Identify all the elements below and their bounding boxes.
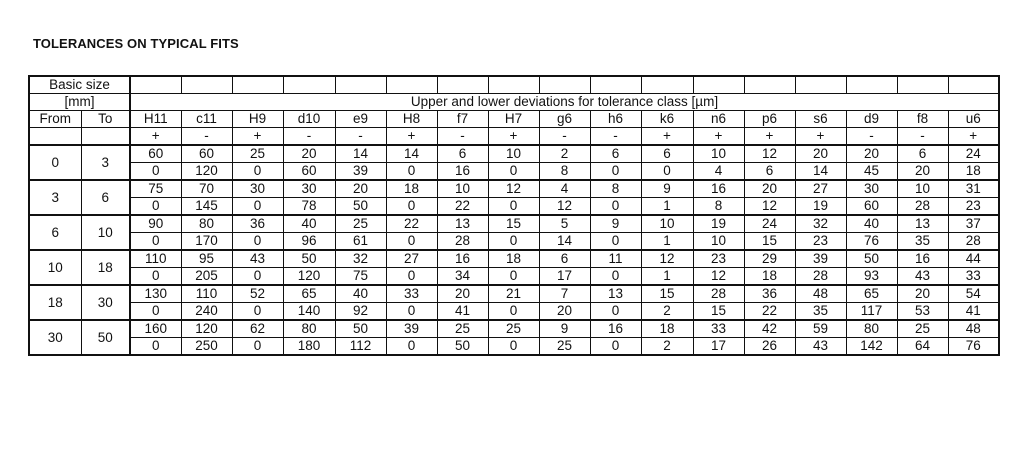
blank-cell xyxy=(386,76,437,94)
lower-deviation-cell: 19 xyxy=(795,198,846,216)
blank-cell xyxy=(437,76,488,94)
page-title: TOLERANCES ON TYPICAL FITS xyxy=(33,36,239,51)
lower-deviation-cell: 60 xyxy=(283,163,335,181)
upper-deviation-cell: 6 xyxy=(641,145,693,163)
sign-cell: + xyxy=(488,128,539,146)
upper-deviation-cell: 11 xyxy=(590,250,641,268)
lower-deviation-cell: 34 xyxy=(437,268,488,286)
blank-cell xyxy=(846,76,897,94)
class-header: f8 xyxy=(897,111,948,128)
upper-deviation-cell: 36 xyxy=(744,285,795,303)
lower-deviation-cell: 76 xyxy=(846,233,897,251)
upper-deviation-cell: 48 xyxy=(795,285,846,303)
upper-deviation-cell: 6 xyxy=(590,145,641,163)
sign-cell: + xyxy=(641,128,693,146)
lower-deviation-cell: 23 xyxy=(795,233,846,251)
upper-deviation-cell: 40 xyxy=(283,215,335,233)
class-header: H9 xyxy=(232,111,283,128)
lower-deviation-cell: 2 xyxy=(641,338,693,356)
range-from: 10 xyxy=(29,250,81,285)
lower-deviation-cell: 41 xyxy=(948,303,999,321)
lower-deviation-cell: 145 xyxy=(181,198,232,216)
sign-cell: - xyxy=(539,128,590,146)
upper-deviation-cell: 21 xyxy=(488,285,539,303)
lower-deviation-cell: 117 xyxy=(846,303,897,321)
blank-cell xyxy=(641,76,693,94)
upper-deviation-cell: 20 xyxy=(744,180,795,198)
lower-deviation-cell: 35 xyxy=(897,233,948,251)
table-row xyxy=(29,145,999,163)
basic-size-header-line1: Basic size xyxy=(29,76,130,94)
lower-deviation-cell: 0 xyxy=(590,268,641,286)
upper-deviation-cell: 70 xyxy=(181,180,232,198)
blank-cell xyxy=(232,76,283,94)
table-row xyxy=(29,303,999,321)
lower-deviation-cell: 142 xyxy=(846,338,897,356)
upper-deviation-cell: 80 xyxy=(846,320,897,338)
lower-deviation-cell: 170 xyxy=(181,233,232,251)
sign-cell: + xyxy=(386,128,437,146)
upper-deviation-cell: 32 xyxy=(335,250,386,268)
upper-deviation-cell: 8 xyxy=(590,180,641,198)
table-row xyxy=(29,198,999,216)
upper-deviation-cell: 18 xyxy=(488,250,539,268)
upper-deviation-cell: 29 xyxy=(744,250,795,268)
upper-deviation-cell: 80 xyxy=(181,215,232,233)
upper-deviation-cell: 15 xyxy=(641,285,693,303)
lower-deviation-cell: 43 xyxy=(897,268,948,286)
upper-deviation-cell: 50 xyxy=(846,250,897,268)
from-header: From xyxy=(29,111,81,128)
blank-cell xyxy=(283,76,335,94)
upper-deviation-cell: 60 xyxy=(130,145,181,163)
table-row xyxy=(29,163,999,181)
upper-deviation-cell: 25 xyxy=(488,320,539,338)
upper-deviation-cell: 60 xyxy=(181,145,232,163)
upper-deviation-cell: 36 xyxy=(232,215,283,233)
lower-deviation-cell: 12 xyxy=(744,198,795,216)
lower-deviation-cell: 0 xyxy=(232,338,283,356)
upper-deviation-cell: 25 xyxy=(897,320,948,338)
lower-deviation-cell: 14 xyxy=(795,163,846,181)
lower-deviation-cell: 26 xyxy=(744,338,795,356)
upper-deviation-cell: 50 xyxy=(335,320,386,338)
table-row xyxy=(29,250,999,268)
lower-deviation-cell: 0 xyxy=(232,303,283,321)
blank-cell xyxy=(590,76,641,94)
sign-cell: + xyxy=(948,128,999,146)
lower-deviation-cell: 120 xyxy=(283,268,335,286)
upper-deviation-cell: 12 xyxy=(744,145,795,163)
lower-deviation-cell: 28 xyxy=(948,233,999,251)
lower-deviation-cell: 15 xyxy=(693,303,744,321)
lower-deviation-cell: 50 xyxy=(335,198,386,216)
upper-deviation-cell: 25 xyxy=(437,320,488,338)
range-to: 50 xyxy=(81,320,130,355)
table-row xyxy=(29,180,999,198)
upper-deviation-cell: 19 xyxy=(693,215,744,233)
class-header: s6 xyxy=(795,111,846,128)
lower-deviation-cell: 0 xyxy=(386,198,437,216)
lower-deviation-cell: 0 xyxy=(130,303,181,321)
lower-deviation-cell: 0 xyxy=(590,198,641,216)
blank-cell xyxy=(81,128,130,146)
to-header: To xyxy=(81,111,130,128)
table-row xyxy=(29,233,999,251)
lower-deviation-cell: 0 xyxy=(386,268,437,286)
range-to: 30 xyxy=(81,285,130,320)
table-row xyxy=(29,215,999,233)
sign-cell: + xyxy=(744,128,795,146)
upper-deviation-cell: 10 xyxy=(693,145,744,163)
upper-deviation-cell: 39 xyxy=(795,250,846,268)
lower-deviation-cell: 112 xyxy=(335,338,386,356)
upper-deviation-cell: 6 xyxy=(437,145,488,163)
upper-deviation-cell: 80 xyxy=(283,320,335,338)
blank-cell xyxy=(29,128,81,146)
range-to: 6 xyxy=(81,180,130,215)
upper-deviation-cell: 16 xyxy=(590,320,641,338)
lower-deviation-cell: 4 xyxy=(693,163,744,181)
lower-deviation-cell: 2 xyxy=(641,303,693,321)
sign-cell: - xyxy=(590,128,641,146)
lower-deviation-cell: 0 xyxy=(488,338,539,356)
lower-deviation-cell: 0 xyxy=(488,268,539,286)
blank-cell xyxy=(897,76,948,94)
upper-deviation-cell: 12 xyxy=(641,250,693,268)
lower-deviation-cell: 6 xyxy=(744,163,795,181)
lower-deviation-cell: 16 xyxy=(437,163,488,181)
table-row xyxy=(29,268,999,286)
upper-deviation-cell: 5 xyxy=(539,215,590,233)
class-header: g6 xyxy=(539,111,590,128)
lower-deviation-cell: 35 xyxy=(795,303,846,321)
lower-deviation-cell: 0 xyxy=(130,338,181,356)
sign-cell: - xyxy=(283,128,335,146)
sign-cell: + xyxy=(693,128,744,146)
lower-deviation-cell: 39 xyxy=(335,163,386,181)
upper-deviation-cell: 6 xyxy=(539,250,590,268)
lower-deviation-cell: 250 xyxy=(181,338,232,356)
class-header: u6 xyxy=(948,111,999,128)
table-row xyxy=(29,320,999,338)
upper-deviation-cell: 20 xyxy=(846,145,897,163)
upper-deviation-cell: 33 xyxy=(693,320,744,338)
upper-deviation-cell: 44 xyxy=(948,250,999,268)
upper-deviation-cell: 110 xyxy=(181,285,232,303)
upper-deviation-cell: 42 xyxy=(744,320,795,338)
lower-deviation-cell: 33 xyxy=(948,268,999,286)
class-header: H8 xyxy=(386,111,437,128)
tolerance-table xyxy=(28,75,1000,356)
blank-cell xyxy=(130,76,181,94)
lower-deviation-cell: 64 xyxy=(897,338,948,356)
basic-size-header-line2: [mm] xyxy=(29,94,130,111)
lower-deviation-cell: 0 xyxy=(232,268,283,286)
table-row xyxy=(29,338,999,356)
range-to: 18 xyxy=(81,250,130,285)
lower-deviation-cell: 0 xyxy=(641,163,693,181)
range-from: 30 xyxy=(29,320,81,355)
upper-deviation-cell: 48 xyxy=(948,320,999,338)
range-from: 6 xyxy=(29,215,81,250)
lower-deviation-cell: 0 xyxy=(488,233,539,251)
upper-deviation-cell: 130 xyxy=(130,285,181,303)
upper-deviation-cell: 14 xyxy=(386,145,437,163)
upper-deviation-cell: 14 xyxy=(335,145,386,163)
sign-cell: - xyxy=(437,128,488,146)
lower-deviation-cell: 15 xyxy=(744,233,795,251)
upper-deviation-cell: 52 xyxy=(232,285,283,303)
lower-deviation-cell: 8 xyxy=(693,198,744,216)
range-to: 3 xyxy=(81,145,130,180)
lower-deviation-cell: 0 xyxy=(590,233,641,251)
lower-deviation-cell: 76 xyxy=(948,338,999,356)
upper-deviation-cell: 59 xyxy=(795,320,846,338)
lower-deviation-cell: 0 xyxy=(488,198,539,216)
upper-deviation-cell: 4 xyxy=(539,180,590,198)
lower-deviation-cell: 1 xyxy=(641,198,693,216)
upper-deviation-cell: 65 xyxy=(846,285,897,303)
upper-deviation-cell: 20 xyxy=(335,180,386,198)
blank-cell xyxy=(539,76,590,94)
lower-deviation-cell: 0 xyxy=(232,163,283,181)
upper-deviation-cell: 110 xyxy=(130,250,181,268)
upper-deviation-cell: 20 xyxy=(897,285,948,303)
lower-deviation-cell: 0 xyxy=(130,268,181,286)
blank-cell xyxy=(744,76,795,94)
upper-deviation-cell: 15 xyxy=(488,215,539,233)
upper-deviation-cell: 62 xyxy=(232,320,283,338)
lower-deviation-cell: 96 xyxy=(283,233,335,251)
upper-deviation-cell: 9 xyxy=(641,180,693,198)
upper-deviation-cell: 32 xyxy=(795,215,846,233)
class-header: f7 xyxy=(437,111,488,128)
class-header: d9 xyxy=(846,111,897,128)
upper-deviation-cell: 25 xyxy=(335,215,386,233)
lower-deviation-cell: 25 xyxy=(539,338,590,356)
upper-deviation-cell: 10 xyxy=(897,180,948,198)
upper-deviation-cell: 18 xyxy=(641,320,693,338)
upper-deviation-cell: 16 xyxy=(693,180,744,198)
lower-deviation-cell: 0 xyxy=(130,163,181,181)
lower-deviation-cell: 20 xyxy=(539,303,590,321)
upper-deviation-cell: 27 xyxy=(386,250,437,268)
lower-deviation-cell: 41 xyxy=(437,303,488,321)
blank-cell xyxy=(948,76,999,94)
lower-deviation-cell: 0 xyxy=(130,233,181,251)
upper-deviation-cell: 9 xyxy=(539,320,590,338)
upper-deviation-cell: 28 xyxy=(693,285,744,303)
blank-cell xyxy=(488,76,539,94)
blank-cell xyxy=(181,76,232,94)
upper-deviation-cell: 24 xyxy=(744,215,795,233)
upper-deviation-cell: 30 xyxy=(846,180,897,198)
upper-deviation-cell: 39 xyxy=(386,320,437,338)
class-header: n6 xyxy=(693,111,744,128)
class-header: d10 xyxy=(283,111,335,128)
lower-deviation-cell: 240 xyxy=(181,303,232,321)
lower-deviation-cell: 17 xyxy=(539,268,590,286)
upper-deviation-cell: 20 xyxy=(283,145,335,163)
lower-deviation-cell: 180 xyxy=(283,338,335,356)
lower-deviation-cell: 0 xyxy=(590,338,641,356)
lower-deviation-cell: 78 xyxy=(283,198,335,216)
upper-deviation-cell: 16 xyxy=(897,250,948,268)
range-to: 10 xyxy=(81,215,130,250)
lower-deviation-cell: 0 xyxy=(130,198,181,216)
lower-deviation-cell: 12 xyxy=(539,198,590,216)
upper-deviation-cell: 65 xyxy=(283,285,335,303)
lower-deviation-cell: 205 xyxy=(181,268,232,286)
lower-deviation-cell: 0 xyxy=(386,303,437,321)
lower-deviation-cell: 53 xyxy=(897,303,948,321)
upper-deviation-cell: 10 xyxy=(488,145,539,163)
lower-deviation-cell: 140 xyxy=(283,303,335,321)
sign-cell: + xyxy=(795,128,846,146)
deviation-caption: Upper and lower deviations for tolerance class [µm] xyxy=(130,94,999,111)
lower-deviation-cell: 60 xyxy=(846,198,897,216)
upper-deviation-cell: 24 xyxy=(948,145,999,163)
upper-deviation-cell: 25 xyxy=(232,145,283,163)
sign-cell: - xyxy=(897,128,948,146)
lower-deviation-cell: 0 xyxy=(488,163,539,181)
upper-deviation-cell: 50 xyxy=(283,250,335,268)
upper-deviation-cell: 20 xyxy=(437,285,488,303)
upper-deviation-cell: 27 xyxy=(795,180,846,198)
range-from: 3 xyxy=(29,180,81,215)
upper-deviation-cell: 10 xyxy=(437,180,488,198)
class-header: k6 xyxy=(641,111,693,128)
upper-deviation-cell: 22 xyxy=(386,215,437,233)
class-header: c11 xyxy=(181,111,232,128)
lower-deviation-cell: 22 xyxy=(744,303,795,321)
lower-deviation-cell: 17 xyxy=(693,338,744,356)
lower-deviation-cell: 43 xyxy=(795,338,846,356)
upper-deviation-cell: 40 xyxy=(335,285,386,303)
lower-deviation-cell: 28 xyxy=(795,268,846,286)
lower-deviation-cell: 28 xyxy=(437,233,488,251)
upper-deviation-cell: 160 xyxy=(130,320,181,338)
blank-cell xyxy=(335,76,386,94)
upper-deviation-cell: 33 xyxy=(386,285,437,303)
upper-deviation-cell: 7 xyxy=(539,285,590,303)
upper-deviation-cell: 37 xyxy=(948,215,999,233)
lower-deviation-cell: 0 xyxy=(232,233,283,251)
lower-deviation-cell: 50 xyxy=(437,338,488,356)
upper-deviation-cell: 12 xyxy=(488,180,539,198)
lower-deviation-cell: 0 xyxy=(386,163,437,181)
lower-deviation-cell: 0 xyxy=(590,303,641,321)
lower-deviation-cell: 0 xyxy=(488,303,539,321)
upper-deviation-cell: 23 xyxy=(693,250,744,268)
upper-deviation-cell: 13 xyxy=(437,215,488,233)
lower-deviation-cell: 61 xyxy=(335,233,386,251)
lower-deviation-cell: 120 xyxy=(181,163,232,181)
lower-deviation-cell: 23 xyxy=(948,198,999,216)
upper-deviation-cell: 16 xyxy=(437,250,488,268)
upper-deviation-cell: 31 xyxy=(948,180,999,198)
lower-deviation-cell: 75 xyxy=(335,268,386,286)
table-row xyxy=(29,285,999,303)
upper-deviation-cell: 54 xyxy=(948,285,999,303)
lower-deviation-cell: 28 xyxy=(897,198,948,216)
lower-deviation-cell: 0 xyxy=(386,233,437,251)
lower-deviation-cell: 0 xyxy=(590,163,641,181)
class-header: p6 xyxy=(744,111,795,128)
upper-deviation-cell: 90 xyxy=(130,215,181,233)
sign-cell: - xyxy=(846,128,897,146)
lower-deviation-cell: 0 xyxy=(232,198,283,216)
upper-deviation-cell: 75 xyxy=(130,180,181,198)
range-from: 0 xyxy=(29,145,81,180)
lower-deviation-cell: 14 xyxy=(539,233,590,251)
class-header: e9 xyxy=(335,111,386,128)
lower-deviation-cell: 45 xyxy=(846,163,897,181)
lower-deviation-cell: 8 xyxy=(539,163,590,181)
range-from: 18 xyxy=(29,285,81,320)
upper-deviation-cell: 95 xyxy=(181,250,232,268)
upper-deviation-cell: 2 xyxy=(539,145,590,163)
upper-deviation-cell: 6 xyxy=(897,145,948,163)
upper-deviation-cell: 40 xyxy=(846,215,897,233)
lower-deviation-cell: 22 xyxy=(437,198,488,216)
upper-deviation-cell: 20 xyxy=(795,145,846,163)
lower-deviation-cell: 93 xyxy=(846,268,897,286)
sign-cell: + xyxy=(130,128,181,146)
upper-deviation-cell: 30 xyxy=(283,180,335,198)
blank-cell xyxy=(795,76,846,94)
upper-deviation-cell: 30 xyxy=(232,180,283,198)
lower-deviation-cell: 1 xyxy=(641,233,693,251)
sign-cell: - xyxy=(335,128,386,146)
upper-deviation-cell: 13 xyxy=(590,285,641,303)
lower-deviation-cell: 18 xyxy=(948,163,999,181)
lower-deviation-cell: 10 xyxy=(693,233,744,251)
blank-cell xyxy=(693,76,744,94)
lower-deviation-cell: 92 xyxy=(335,303,386,321)
upper-deviation-cell: 13 xyxy=(897,215,948,233)
upper-deviation-cell: 43 xyxy=(232,250,283,268)
class-header: h6 xyxy=(590,111,641,128)
sign-cell: + xyxy=(232,128,283,146)
class-header: H11 xyxy=(130,111,181,128)
upper-deviation-cell: 120 xyxy=(181,320,232,338)
upper-deviation-cell: 9 xyxy=(590,215,641,233)
upper-deviation-cell: 18 xyxy=(386,180,437,198)
class-header: H7 xyxy=(488,111,539,128)
lower-deviation-cell: 18 xyxy=(744,268,795,286)
lower-deviation-cell: 12 xyxy=(693,268,744,286)
lower-deviation-cell: 1 xyxy=(641,268,693,286)
upper-deviation-cell: 10 xyxy=(641,215,693,233)
sign-cell: - xyxy=(181,128,232,146)
lower-deviation-cell: 20 xyxy=(897,163,948,181)
lower-deviation-cell: 0 xyxy=(386,338,437,356)
